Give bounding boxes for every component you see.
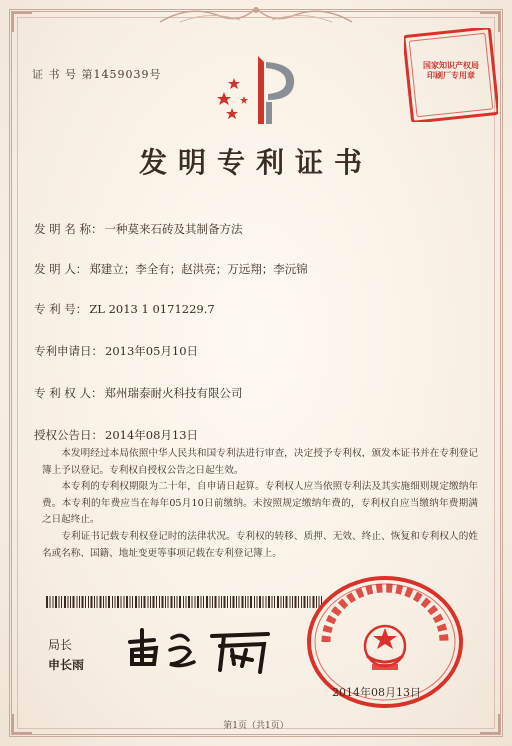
printing-seal-text: 国家知识产权局 印刷厂专用章 bbox=[423, 60, 479, 80]
grant-date-label: 授权公告日： bbox=[34, 428, 103, 442]
director-title: 局长 bbox=[48, 638, 73, 652]
sipo-logo-icon bbox=[212, 48, 304, 130]
grant-date-row bbox=[34, 427, 198, 443]
inventors-value: 郑建立；李全有；赵洪亮；万远翔；李沅锦 bbox=[89, 262, 308, 276]
invention-name-value: 一种莫来石砖及其制备方法 bbox=[104, 222, 243, 236]
certificate-title: 发明专利证书 bbox=[138, 146, 373, 179]
filing-date-value: 2013年05月10日 bbox=[105, 344, 199, 358]
body-paragraph: 本专利的专利权期限为二十年，自申请日起算。专利权人应当依照专利法及其实施细则规定缴纳年费。本专利的年费应当在每年05月10日前缴纳。未按照规定缴纳年费的，专利权自应当缴纳年费期满之日起终止。 bbox=[42, 481, 478, 526]
patent-number-row bbox=[34, 301, 215, 317]
invention-name-row bbox=[34, 221, 242, 237]
certificate-number: 证 书 号 第1459039号 bbox=[32, 68, 162, 81]
patentee-label: 专 利 权 人： bbox=[34, 386, 103, 400]
inventors-label: 发 明 人： bbox=[34, 262, 88, 276]
patentee-row bbox=[34, 385, 242, 401]
inventors-row bbox=[34, 261, 308, 277]
certificate-body-text bbox=[42, 446, 478, 562]
seal-date: 2014年08月13日 bbox=[332, 686, 421, 699]
director-signature-icon bbox=[120, 620, 280, 680]
patent-number-value: ZL 2013 1 0171229.7 bbox=[89, 302, 215, 316]
body-paragraph: 本发明经过本局依照中华人民共和国专利法进行审查，决定授予专利权，颁发本证书并在专利登记簿上予以登记。专利权自授权公告之日起生效。 bbox=[42, 448, 478, 476]
patentee-value: 郑州瑞泰耐火科技有限公司 bbox=[104, 386, 243, 400]
page-number: 第1页（共1页） bbox=[223, 721, 289, 731]
barcode-strip bbox=[46, 596, 322, 608]
filing-date-label: 专利申请日： bbox=[34, 344, 103, 358]
body-paragraph: 专利证书记载专利权登记时的法律状况。专利权的转移、质押、无效、终止、恢复和专利权人的姓名或名称、国籍、地址变更等事项记载在专利登记簿上。 bbox=[42, 530, 478, 559]
corner-ornament bbox=[12, 12, 32, 32]
director-name: 申长雨 bbox=[48, 658, 85, 672]
invention-name-label: 发 明 名 称： bbox=[34, 222, 103, 236]
patent-number-label: 专 利 号： bbox=[34, 302, 88, 316]
top-ornament bbox=[150, 2, 362, 26]
grant-date-value: 2014年08月13日 bbox=[105, 428, 199, 442]
filing-date-row bbox=[34, 343, 198, 359]
